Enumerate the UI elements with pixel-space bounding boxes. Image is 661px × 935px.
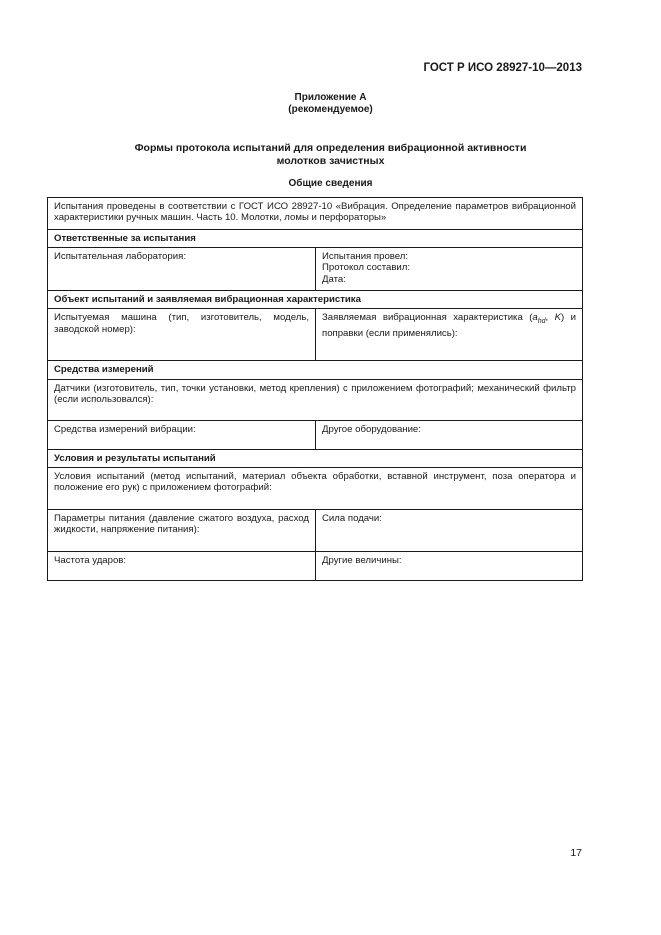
table-row	[48, 361, 583, 379]
sensors-cell: Датчики (изготовитель, тип, точки установки, метод крепления) с приложением фотографий; механический фильтр (если использовался):	[48, 379, 583, 420]
table-row	[48, 291, 583, 309]
annex-heading	[0, 92, 661, 116]
responsible-persons-cell	[316, 248, 583, 291]
feed-force-cell: Сила подачи:	[316, 509, 583, 551]
annex-status: (рекомендуемое)	[288, 104, 373, 115]
section-heading-responsible: Ответственные за испытания	[48, 230, 583, 248]
intro-cell: Испытания проведены в соответствии с ГОСТ ИСО 28927-10 «Вибрация. Определение параметров вибрационной характеристики ручных машин. Часть 10. Молотки, ломы и перфораторы»	[48, 198, 583, 230]
test-conditions-cell: Условия испытаний (метод испытаний, материал объекта обработки, вставной инструмент, поза оператора и положение его рук) с приложением фотографий:	[48, 467, 583, 509]
annex-title: Приложение А	[294, 92, 367, 103]
other-equipment-cell: Другое оборудование:	[316, 420, 583, 449]
declared-symbol: a	[532, 312, 538, 324]
standard-code: ГОСТ Р ИСО 28927-10—2013	[423, 62, 582, 74]
power-params-cell: Параметры питания (давление сжатого воздуха, расход жидкости, напряжение питания):	[48, 509, 316, 551]
table-row	[48, 420, 583, 449]
table-row	[48, 198, 583, 230]
table-row	[48, 467, 583, 509]
section-heading-instruments: Средства измерений	[48, 361, 583, 379]
protocol-form-table	[47, 197, 583, 581]
table-row	[48, 509, 583, 551]
date-label: Дата:	[322, 273, 346, 285]
table-row	[48, 551, 583, 580]
document-subtitle: Общие сведения	[288, 178, 373, 189]
section-heading-object: Объект испытаний и заявляемая вибрационная характеристика	[48, 291, 583, 309]
vibration-instruments-cell: Средства измерений вибрации:	[48, 420, 316, 449]
table-row	[48, 309, 583, 361]
table-row	[48, 248, 583, 291]
table-row	[48, 449, 583, 467]
document-title-line2: молотков зачистных	[276, 155, 385, 167]
declared-value-cell	[316, 309, 583, 361]
declared-subscript: hd	[537, 318, 546, 326]
section-heading-conditions: Условия и результаты испытаний	[48, 449, 583, 467]
machine-cell: Испытуемая машина (тип, изготовитель, модель, заводской номер):	[48, 309, 316, 361]
tested-by-label: Испытания провел:	[322, 251, 409, 263]
other-values-cell: Другие величины:	[316, 551, 583, 580]
impact-rate-cell: Частота ударов:	[48, 551, 316, 580]
document-title	[0, 142, 661, 168]
page-number: 17	[570, 847, 582, 859]
declared-suffix: ) и поправки (если применялись):	[322, 312, 576, 339]
laboratory-cell: Испытательная лаборатория:	[48, 248, 316, 291]
declared-separator: ,	[545, 312, 555, 324]
document-title-line1: Формы протокола испытаний для определения вибрационной активности	[134, 142, 527, 154]
declared-k: K	[554, 312, 562, 324]
table-row	[48, 230, 583, 248]
protocol-by-label: Протокол составил:	[322, 262, 411, 274]
table-row	[48, 379, 583, 420]
declared-prefix: Заявляемая вибрационная характеристика (	[322, 312, 533, 324]
